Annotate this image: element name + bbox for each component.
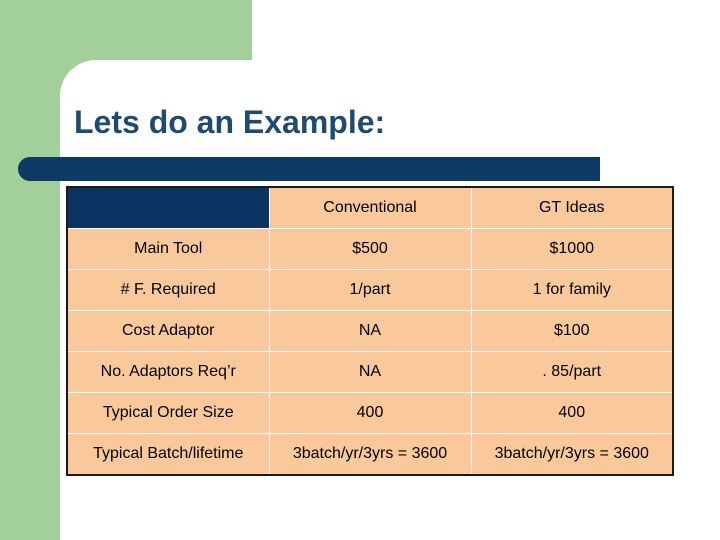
conventional-value: 3batch/yr/3yrs = 3600 xyxy=(269,434,471,476)
row-label: Main Tool xyxy=(67,229,269,270)
row-label: Cost Adaptor xyxy=(67,311,269,352)
gt-ideas-value: 400 xyxy=(471,393,673,434)
slide-title: Lets do an Example: xyxy=(74,104,386,140)
conventional-value: 400 xyxy=(269,393,471,434)
gt-ideas-value: $100 xyxy=(471,311,673,352)
table-row xyxy=(67,270,673,311)
conventional-value: NA xyxy=(269,352,471,393)
conventional-value: NA xyxy=(269,311,471,352)
conventional-value: 1/part xyxy=(269,270,471,311)
row-label: Typical Order Size xyxy=(67,393,269,434)
row-label: No. Adaptors Req’r xyxy=(67,352,269,393)
row-label: # F. Required xyxy=(67,270,269,311)
table-row xyxy=(67,229,673,270)
gt-ideas-value: $1000 xyxy=(471,229,673,270)
header-corner-cell xyxy=(67,187,269,229)
table-row xyxy=(67,352,673,393)
conventional-value: $500 xyxy=(269,229,471,270)
header-conventional: Conventional xyxy=(269,187,471,229)
gt-ideas-value: 1 for family xyxy=(471,270,673,311)
title-underline-bar xyxy=(18,157,600,181)
table-header-row xyxy=(67,187,673,229)
table-row xyxy=(67,393,673,434)
table-row xyxy=(67,434,673,476)
header-gt-ideas: GT Ideas xyxy=(471,187,673,229)
comparison-table xyxy=(66,186,674,476)
row-label: Typical Batch/lifetime xyxy=(67,434,269,476)
gt-ideas-value: 3batch/yr/3yrs = 3600 xyxy=(471,434,673,476)
table-row xyxy=(67,311,673,352)
gt-ideas-value: . 85/part xyxy=(471,352,673,393)
